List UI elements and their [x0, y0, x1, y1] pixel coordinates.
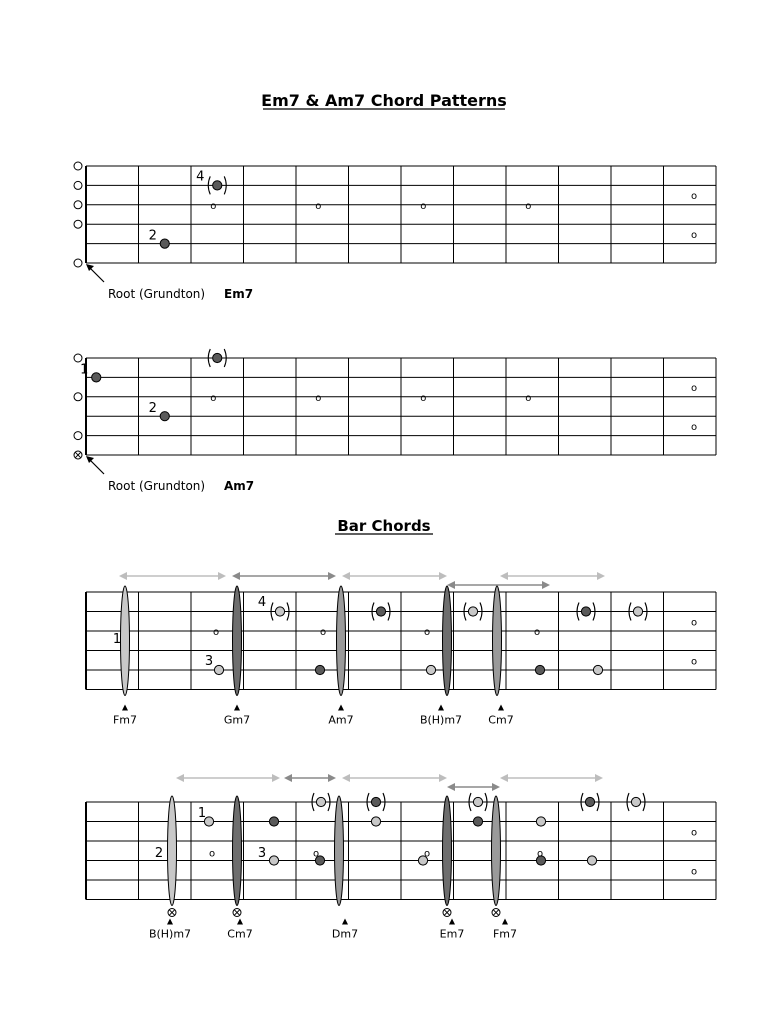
open-string-marker — [74, 162, 82, 170]
arrow-head-left — [176, 774, 184, 782]
finger-dot — [536, 817, 545, 826]
root-caret — [438, 705, 444, 711]
root-caret — [234, 705, 240, 711]
barre — [233, 586, 242, 696]
bar-chords-heading: Bar Chords — [337, 517, 431, 535]
chord-label: Fm7 — [112, 713, 138, 727]
chord-label: Dm7 — [331, 927, 359, 941]
octave-mark: o — [525, 200, 532, 212]
arrow-head-left — [232, 572, 240, 580]
muted-string-marker — [168, 909, 176, 917]
octave-mark: o — [690, 421, 698, 433]
finger-number: 1 — [80, 362, 89, 378]
range-arrow — [232, 572, 336, 580]
octave-mark: o — [210, 200, 217, 212]
finger-number: 4 — [196, 169, 205, 185]
range-arrow — [119, 572, 226, 580]
root-caret — [338, 705, 344, 711]
finger-dot — [581, 607, 590, 616]
arrow-head-left — [284, 774, 292, 782]
octave-mark: o — [212, 627, 220, 638]
finger-dot — [468, 607, 477, 616]
octave-mark: o — [210, 392, 217, 404]
bar-chords-row-1 — [86, 572, 716, 727]
muted-string-marker — [443, 909, 451, 917]
range-arrow — [284, 774, 336, 782]
open-string-marker — [74, 393, 82, 401]
octave-mark: o — [315, 200, 322, 212]
range-arrow — [342, 572, 447, 580]
barre — [443, 586, 452, 696]
em7-chord-name: Em7 — [224, 287, 254, 301]
chord-label: Em7 — [439, 927, 465, 941]
am7-fretboard — [74, 349, 716, 459]
finger-dot — [371, 797, 380, 806]
octave-mark: o — [420, 200, 427, 212]
arrow-head-left — [342, 774, 350, 782]
finger-dot — [315, 665, 324, 674]
finger-dot — [316, 797, 325, 806]
root-caret — [122, 705, 128, 711]
finger-dot — [275, 607, 284, 616]
range-arrow — [342, 774, 447, 782]
am7-root-arrow — [86, 456, 104, 474]
chord-label: Cm7 — [488, 713, 514, 727]
octave-mark: o — [690, 617, 698, 629]
finger-dot — [473, 797, 482, 806]
octave-mark: o — [536, 848, 544, 860]
arrow-head-right — [439, 572, 447, 580]
finger-dot — [631, 797, 640, 806]
am7-root-label: Root (Grundton) — [108, 479, 206, 493]
finger-number: 4 — [257, 595, 267, 610]
octave-mark: o — [423, 627, 431, 638]
octave-mark: o — [315, 392, 322, 404]
arrow-head-left — [447, 783, 455, 791]
finger-dot — [585, 797, 594, 806]
root-caret — [237, 919, 243, 925]
finger-dot — [587, 856, 596, 865]
chord-label: Fm7 — [492, 927, 518, 941]
octave-mark: o — [690, 229, 698, 241]
finger-dot — [214, 665, 223, 674]
muted-string-marker — [74, 451, 82, 459]
barre — [335, 796, 344, 906]
octave-mark: o — [319, 627, 327, 638]
arrow-head-right — [218, 572, 226, 580]
finger-number: 1 — [197, 806, 207, 821]
barre — [492, 796, 501, 906]
root-caret — [167, 919, 173, 925]
finger-number: 2 — [148, 401, 157, 417]
finger-number: 2 — [154, 846, 164, 861]
arrow-head-left — [342, 572, 350, 580]
arrow-head-right — [597, 572, 605, 580]
chord-label: Gm7 — [223, 713, 251, 727]
finger-dot — [371, 817, 380, 826]
chord-label: Cm7 — [227, 927, 253, 941]
range-arrow — [500, 774, 603, 782]
finger-number: 3 — [257, 846, 267, 861]
root-caret — [342, 919, 348, 925]
range-arrow — [447, 783, 500, 791]
octave-mark: o — [525, 392, 532, 404]
root-caret — [449, 919, 455, 925]
arrow-head-left — [119, 572, 127, 580]
barre — [443, 796, 452, 906]
octave-mark: o — [690, 866, 698, 878]
finger-dot — [426, 665, 435, 674]
finger-dot — [535, 665, 544, 674]
muted-string-marker — [233, 909, 241, 917]
octave-mark: o — [420, 392, 427, 404]
finger-number: 2 — [148, 228, 157, 244]
open-string-marker — [74, 432, 82, 440]
barre — [337, 586, 346, 696]
arrow-head-right — [272, 774, 280, 782]
arrow-head-right — [328, 774, 336, 782]
arrow-head-right — [492, 783, 500, 791]
open-string-marker — [74, 259, 82, 267]
open-string-marker — [74, 201, 82, 209]
finger-number: 3 — [204, 654, 214, 669]
finger-dot — [92, 373, 101, 382]
barre — [233, 796, 242, 906]
arrow-head-left — [500, 774, 508, 782]
range-arrow — [500, 572, 605, 580]
page-title: Em7 & Am7 Chord Patterns — [261, 91, 507, 110]
octave-mark: o — [208, 848, 216, 860]
finger-dot — [473, 817, 482, 826]
finger-dot — [593, 665, 602, 674]
arrow-head-right — [328, 572, 336, 580]
open-string-marker — [74, 220, 82, 228]
am7-chord-name: Am7 — [224, 479, 255, 493]
chord-label: B(H)m7 — [419, 713, 463, 727]
barre — [168, 796, 177, 906]
finger-dot — [269, 817, 278, 826]
finger-dot — [213, 181, 222, 190]
finger-number: 1 — [112, 632, 122, 647]
muted-string-marker — [492, 909, 500, 917]
octave-mark: o — [690, 383, 698, 395]
finger-dot — [633, 607, 642, 616]
finger-dot — [160, 412, 169, 421]
open-string-marker — [74, 354, 82, 362]
finger-dot — [160, 239, 169, 248]
barre — [493, 586, 502, 696]
octave-mark: o — [690, 656, 698, 668]
em7-root-arrow — [86, 264, 104, 282]
arrow-head-right — [595, 774, 603, 782]
finger-dot — [213, 353, 222, 362]
root-caret — [498, 705, 504, 711]
arrow-head-left — [500, 572, 508, 580]
octave-mark: o — [690, 191, 698, 203]
octave-mark: o — [312, 848, 320, 860]
chord-label: Am7 — [328, 713, 354, 727]
open-string-marker — [74, 181, 82, 189]
octave-mark: o — [423, 848, 431, 860]
finger-dot — [269, 856, 278, 865]
range-arrow — [176, 774, 280, 782]
barre — [121, 586, 130, 696]
bar-chords-row-2 — [86, 774, 716, 941]
em7-root-label: Root (Grundton) — [108, 287, 206, 301]
octave-mark: o — [533, 627, 541, 638]
root-caret — [502, 919, 508, 925]
octave-mark: o — [690, 827, 698, 839]
finger-dot — [376, 607, 385, 616]
chord-label: B(H)m7 — [148, 927, 192, 941]
arrow-head-right — [439, 774, 447, 782]
em7-fretboard — [74, 162, 716, 267]
arrow-head-right — [542, 581, 550, 589]
